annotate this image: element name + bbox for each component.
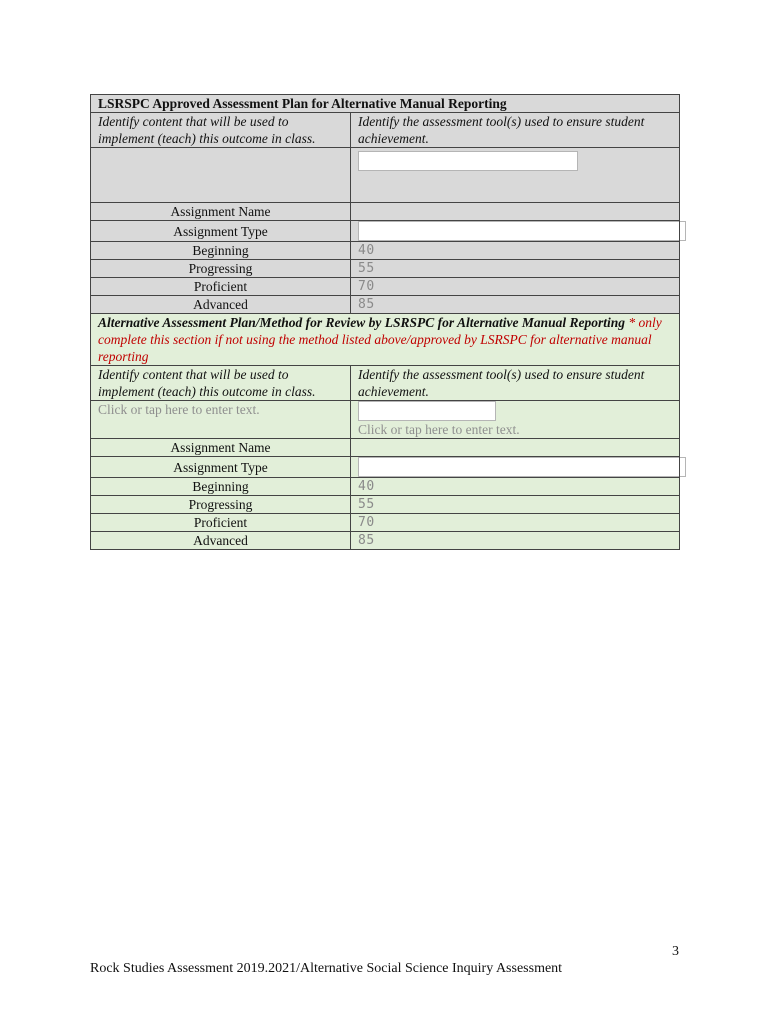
- section1-level-score[interactable]: 85: [351, 296, 680, 314]
- section1-content-instruction: Identify content that will be used to implement (teach) this outcome in class.: [91, 113, 351, 148]
- section2-level-label: Proficient: [91, 514, 351, 532]
- section2-content-instruction: Identify content that will be used to implement (teach) this outcome in class.: [91, 366, 351, 401]
- section1-tool-cell: [351, 148, 680, 203]
- section2-level-label: Progressing: [91, 496, 351, 514]
- section2-tool-input[interactable]: [358, 401, 496, 421]
- section2-level-label: Advanced: [91, 532, 351, 550]
- section2-level-score[interactable]: 55: [351, 496, 680, 514]
- section2-level-score[interactable]: 40: [351, 478, 680, 496]
- section1-level-score[interactable]: 40: [351, 242, 680, 260]
- section2-title: Alternative Assessment Plan/Method for Review by LSRSPC for Alternative Manual Reporting: [98, 315, 626, 330]
- section1-assignment-name-label: Assignment Name: [91, 203, 351, 221]
- section2-assignment-name-label: Assignment Name: [91, 439, 351, 457]
- section2-tool-placeholder[interactable]: Click or tap here to enter text.: [358, 422, 520, 437]
- section2-tool-cell: [351, 401, 680, 439]
- section1-assignment-type-cell: [351, 221, 680, 242]
- section1-assignment-name-field[interactable]: [351, 203, 680, 221]
- section2-level-score[interactable]: 70: [351, 514, 680, 532]
- section1-level-score[interactable]: 70: [351, 278, 680, 296]
- section1-level-label: Beginning: [91, 242, 351, 260]
- section2-tool-instruction: Identify the assessment tool(s) used to ensure student achievement.: [351, 366, 680, 401]
- section2-assignment-name-field[interactable]: [351, 439, 680, 457]
- section1-tool-instruction: Identify the assessment tool(s) used to ensure student achievement.: [351, 113, 680, 148]
- section2-assignment-type-cell: [351, 457, 680, 478]
- page-footer: Rock Studies Assessment 2019.2021/Alternative Social Science Inquiry Assessment: [90, 961, 563, 976]
- page-number: 3: [672, 944, 679, 959]
- section2-assignment-type-label: Assignment Type: [91, 457, 351, 478]
- section2-header: [91, 314, 680, 366]
- section2-content-input[interactable]: Click or tap here to enter text.: [91, 401, 351, 439]
- section1-content-cell[interactable]: [91, 148, 351, 203]
- section1-level-label: Progressing: [91, 260, 351, 278]
- section1-level-label: Proficient: [91, 278, 351, 296]
- section1-tool-input[interactable]: [358, 151, 578, 171]
- section1-title: LSRSPC Approved Assessment Plan for Alternative Manual Reporting: [91, 95, 680, 113]
- section1-assignment-type-input[interactable]: [358, 221, 686, 241]
- section1-level-score[interactable]: 55: [351, 260, 680, 278]
- section2-note: only complete this section if not using the method listed above/approved by LSRSPC for alternative manual reporting: [98, 315, 662, 364]
- section1-assignment-type-label: Assignment Type: [91, 221, 351, 242]
- required-marker: *: [628, 315, 636, 330]
- section1-level-label: Advanced: [91, 296, 351, 314]
- section2-assignment-type-input[interactable]: [358, 457, 686, 477]
- section2-level-score[interactable]: 85: [351, 532, 680, 550]
- section2-level-label: Beginning: [91, 478, 351, 496]
- assessment-plan-table: [90, 94, 680, 550]
